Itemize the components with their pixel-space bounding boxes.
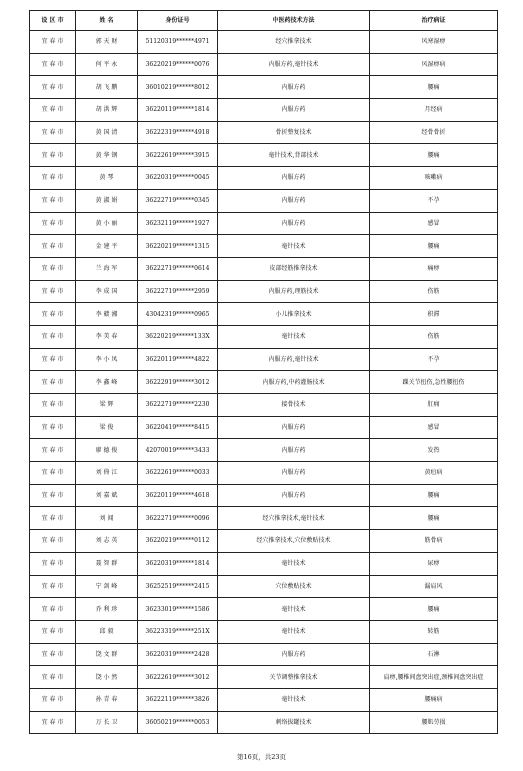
cell-id-number: 36010219******8012: [138, 76, 218, 99]
cell-tcm-method: 毫针技术: [218, 552, 370, 575]
table-row: [30, 144, 498, 167]
cell-tcm-method: 毫针技术: [218, 598, 370, 621]
cell-tcm-method: 毫针技术,背部技术: [218, 144, 370, 167]
cell-treated-condition: 肩痹,腰椎间盘突出症,颈椎间盘突出症: [370, 666, 498, 689]
cell-id-number: 36222719******0345: [138, 189, 218, 212]
cell-tcm-method: 内服方药,中药灌肠技术: [218, 371, 370, 394]
cell-city: 宜 春 市: [30, 99, 76, 122]
cell-tcm-method: 经穴推拿技术: [218, 31, 370, 54]
cell-treated-condition: 转筋: [370, 620, 498, 643]
cell-city: 宜 春 市: [30, 484, 76, 507]
cell-city: 宜 春 市: [30, 575, 76, 598]
cell-tcm-method: 毫针技术: [218, 325, 370, 348]
cell-name: 廖 德 俊: [76, 439, 138, 462]
page-footer: 第16页，共23页: [236, 753, 287, 761]
cell-id-number: 36220219******0076: [138, 53, 218, 76]
cell-tcm-method: 皮部经筋推拿技术: [218, 257, 370, 280]
cell-name: 李 赣 湘: [76, 303, 138, 326]
cell-name: 万 长 卫: [76, 711, 138, 734]
cell-id-number: 36220219******1315: [138, 235, 218, 258]
cell-city: 宜 春 市: [30, 394, 76, 417]
cell-treated-condition: 伤筋: [370, 325, 498, 348]
cell-name: 乔 利 珍: [76, 598, 138, 621]
cell-city: 宜 春 市: [30, 121, 76, 144]
cell-tcm-method: 内服方药: [218, 212, 370, 235]
header-city: 设 区 市: [30, 11, 76, 31]
cell-tcm-method: 内服方药: [218, 439, 370, 462]
cell-name: 黄 小 丽: [76, 212, 138, 235]
table-row: [30, 303, 498, 326]
cell-treated-condition: 腰痛: [370, 507, 498, 530]
cell-city: 宜 春 市: [30, 348, 76, 371]
cell-city: 宜 春 市: [30, 325, 76, 348]
practitioner-table: [29, 10, 498, 734]
cell-id-number: 36220319******0045: [138, 167, 218, 190]
cell-tcm-method: 内服方药: [218, 462, 370, 485]
table-row: [30, 212, 498, 235]
table-row: [30, 76, 498, 99]
table-row: [30, 643, 498, 666]
header-id-number: 身份证号: [138, 11, 218, 31]
cell-city: 宜 春 市: [30, 31, 76, 54]
table-row: [30, 189, 498, 212]
cell-treated-condition: 风湿痹病: [370, 53, 498, 76]
table-row: [30, 416, 498, 439]
cell-id-number: 36220419******8415: [138, 416, 218, 439]
cell-id-number: 36222619******3012: [138, 666, 218, 689]
cell-tcm-method: 内服方药: [218, 484, 370, 507]
table-row: [30, 620, 498, 643]
cell-treated-condition: 踝关节扭伤,急性腰扭伤: [370, 371, 498, 394]
cell-treated-condition: 腰痛病: [370, 688, 498, 711]
header-treated-condition: 治疗病证: [370, 11, 498, 31]
cell-id-number: 36220319******1814: [138, 552, 218, 575]
cell-id-number: 36222919******3012: [138, 371, 218, 394]
cell-city: 宜 春 市: [30, 552, 76, 575]
cell-tcm-method: 内服方药,理筋技术: [218, 280, 370, 303]
table-row: [30, 53, 498, 76]
cell-city: 宜 春 市: [30, 416, 76, 439]
cell-tcm-method: 内服方药,毫针技术: [218, 348, 370, 371]
cell-name: 黄 淑 娟: [76, 189, 138, 212]
table-row: [30, 394, 498, 417]
header-name: 姓 名: [76, 11, 138, 31]
cell-id-number: 36222719******2230: [138, 394, 218, 417]
cell-name: 饶 文 群: [76, 643, 138, 666]
cell-name: 黄 国 清: [76, 121, 138, 144]
table-row: [30, 439, 498, 462]
table-row: [30, 530, 498, 553]
cell-treated-condition: 黄疸病: [370, 462, 498, 485]
cell-city: 宜 春 市: [30, 53, 76, 76]
table-row: [30, 575, 498, 598]
cell-city: 宜 春 市: [30, 235, 76, 258]
table-body: [30, 31, 498, 734]
cell-treated-condition: 经骨骨折: [370, 121, 498, 144]
cell-id-number: 43042319******0965: [138, 303, 218, 326]
cell-name: 梁 辉: [76, 394, 138, 417]
cell-city: 宜 春 市: [30, 257, 76, 280]
table-row: [30, 462, 498, 485]
cell-tcm-method: 内服方药,毫针技术: [218, 53, 370, 76]
cell-treated-condition: 肛痈: [370, 394, 498, 417]
cell-tcm-method: 小儿推拿技术: [218, 303, 370, 326]
cell-name: 黄 琴: [76, 167, 138, 190]
cell-city: 宜 春 市: [30, 507, 76, 530]
cell-treated-condition: 月经病: [370, 99, 498, 122]
cell-id-number: 36252519******2415: [138, 575, 218, 598]
cell-tcm-method: 内服方药: [218, 99, 370, 122]
cell-name: 刘 嘉 斌: [76, 484, 138, 507]
cell-name: 刘 闻: [76, 507, 138, 530]
table-row: [30, 598, 498, 621]
table-row: [30, 31, 498, 54]
table-row: [30, 167, 498, 190]
table-row: [30, 507, 498, 530]
cell-id-number: 42070019******3433: [138, 439, 218, 462]
cell-id-number: 36220119******1814: [138, 99, 218, 122]
cell-name: 胡 飞 鹏: [76, 76, 138, 99]
cell-name: 聂 智 群: [76, 552, 138, 575]
cell-treated-condition: 感冒: [370, 416, 498, 439]
cell-treated-condition: 痛痹: [370, 257, 498, 280]
cell-tcm-method: 关节调整推拿技术: [218, 666, 370, 689]
cell-name: 饶 小 然: [76, 666, 138, 689]
cell-treated-condition: 感冒: [370, 212, 498, 235]
cell-city: 宜 春 市: [30, 620, 76, 643]
cell-treated-condition: 风寒湿痹: [370, 31, 498, 54]
cell-name: 刘 倚 江: [76, 462, 138, 485]
cell-city: 宜 春 市: [30, 439, 76, 462]
cell-name: 兰 海 军: [76, 257, 138, 280]
cell-treated-condition: 伤筋: [370, 280, 498, 303]
cell-treated-condition: 不孕: [370, 189, 498, 212]
cell-id-number: 36222619******0033: [138, 462, 218, 485]
cell-treated-condition: 石淋: [370, 643, 498, 666]
cell-id-number: 36233019******1586: [138, 598, 218, 621]
cell-treated-condition: 筋骨病: [370, 530, 498, 553]
cell-id-number: 36222719******0096: [138, 507, 218, 530]
cell-tcm-method: 接骨技术: [218, 394, 370, 417]
cell-id-number: 36222319******4918: [138, 121, 218, 144]
cell-name: 何 平 永: [76, 53, 138, 76]
cell-treated-condition: 不孕: [370, 348, 498, 371]
cell-id-number: 36220219******0112: [138, 530, 218, 553]
cell-name: 李 小 凤: [76, 348, 138, 371]
cell-id-number: 36222719******2959: [138, 280, 218, 303]
table-row: [30, 280, 498, 303]
cell-city: 宜 春 市: [30, 643, 76, 666]
cell-name: 李 鑫 峰: [76, 371, 138, 394]
cell-tcm-method: 刺络拔罐技术: [218, 711, 370, 734]
table-row: [30, 325, 498, 348]
cell-tcm-method: 内服方药: [218, 189, 370, 212]
cell-name: 宁 剑 峰: [76, 575, 138, 598]
cell-treated-condition: 发热: [370, 439, 498, 462]
cell-tcm-method: 毫针技术: [218, 688, 370, 711]
table-row: [30, 484, 498, 507]
cell-name: 刘 志 英: [76, 530, 138, 553]
cell-tcm-method: 内服方药: [218, 167, 370, 190]
cell-treated-condition: 漏肩风: [370, 575, 498, 598]
cell-id-number: 36220319******2428: [138, 643, 218, 666]
table-row: [30, 371, 498, 394]
cell-city: 宜 春 市: [30, 530, 76, 553]
table-row: [30, 99, 498, 122]
table-row: [30, 552, 498, 575]
cell-treated-condition: 尿痹: [370, 552, 498, 575]
cell-city: 宜 春 市: [30, 76, 76, 99]
cell-id-number: 36220119******4618: [138, 484, 218, 507]
cell-id-number: 36223319******251X: [138, 620, 218, 643]
cell-city: 宜 春 市: [30, 167, 76, 190]
cell-city: 宜 春 市: [30, 280, 76, 303]
cell-id-number: 36050219******0053: [138, 711, 218, 734]
cell-name: 李 成 国: [76, 280, 138, 303]
cell-id-number: 36222119******3826: [138, 688, 218, 711]
cell-tcm-method: 内服方药: [218, 76, 370, 99]
cell-name: 邱 毅: [76, 620, 138, 643]
cell-treated-condition: 腰痛: [370, 144, 498, 167]
table-row: [30, 121, 498, 144]
cell-name: 郭 天 财: [76, 31, 138, 54]
cell-treated-condition: 腰痛: [370, 76, 498, 99]
cell-tcm-method: 骨折整复技术: [218, 121, 370, 144]
cell-treated-condition: 腰肌劳损: [370, 711, 498, 734]
header-tcm-method: 中医药技术方法: [218, 11, 370, 31]
cell-city: 宜 春 市: [30, 189, 76, 212]
cell-city: 宜 春 市: [30, 666, 76, 689]
cell-city: 宜 春 市: [30, 212, 76, 235]
cell-tcm-method: 内服方药: [218, 416, 370, 439]
cell-name: 胡 洪 辉: [76, 99, 138, 122]
table-header-row: [30, 11, 498, 31]
cell-treated-condition: 腰痛: [370, 235, 498, 258]
cell-id-number: 36222719******0614: [138, 257, 218, 280]
cell-tcm-method: 经穴推拿技术,毫针技术: [218, 507, 370, 530]
document-sheet: [29, 10, 498, 734]
cell-treated-condition: 腰痛: [370, 598, 498, 621]
cell-city: 宜 春 市: [30, 598, 76, 621]
cell-id-number: 36222619******3915: [138, 144, 218, 167]
table-row: [30, 711, 498, 734]
cell-city: 宜 春 市: [30, 144, 76, 167]
cell-id-number: 36220219******133X: [138, 325, 218, 348]
cell-tcm-method: 毫针技术: [218, 620, 370, 643]
cell-name: 孙 青 春: [76, 688, 138, 711]
cell-treated-condition: 咳嗽病: [370, 167, 498, 190]
cell-name: 黄 华 钢: [76, 144, 138, 167]
cell-city: 宜 春 市: [30, 462, 76, 485]
cell-city: 宜 春 市: [30, 371, 76, 394]
cell-name: 李 美 春: [76, 325, 138, 348]
cell-tcm-method: 经穴推拿技术,穴位敷贴技术: [218, 530, 370, 553]
table-row: [30, 257, 498, 280]
table-row: [30, 666, 498, 689]
cell-name: 金 建 平: [76, 235, 138, 258]
cell-tcm-method: 内服方药: [218, 643, 370, 666]
table-row: [30, 688, 498, 711]
cell-treated-condition: 积滞: [370, 303, 498, 326]
table-row: [30, 235, 498, 258]
cell-treated-condition: 腰痛: [370, 484, 498, 507]
cell-name: 梁 俊: [76, 416, 138, 439]
table-row: [30, 348, 498, 371]
cell-id-number: 51120319******4971: [138, 31, 218, 54]
cell-tcm-method: 穴位敷贴技术: [218, 575, 370, 598]
cell-id-number: 36220119******4822: [138, 348, 218, 371]
cell-city: 宜 春 市: [30, 711, 76, 734]
cell-city: 宜 春 市: [30, 688, 76, 711]
cell-id-number: 36232119******1927: [138, 212, 218, 235]
cell-tcm-method: 毫针技术: [218, 235, 370, 258]
cell-city: 宜 春 市: [30, 303, 76, 326]
